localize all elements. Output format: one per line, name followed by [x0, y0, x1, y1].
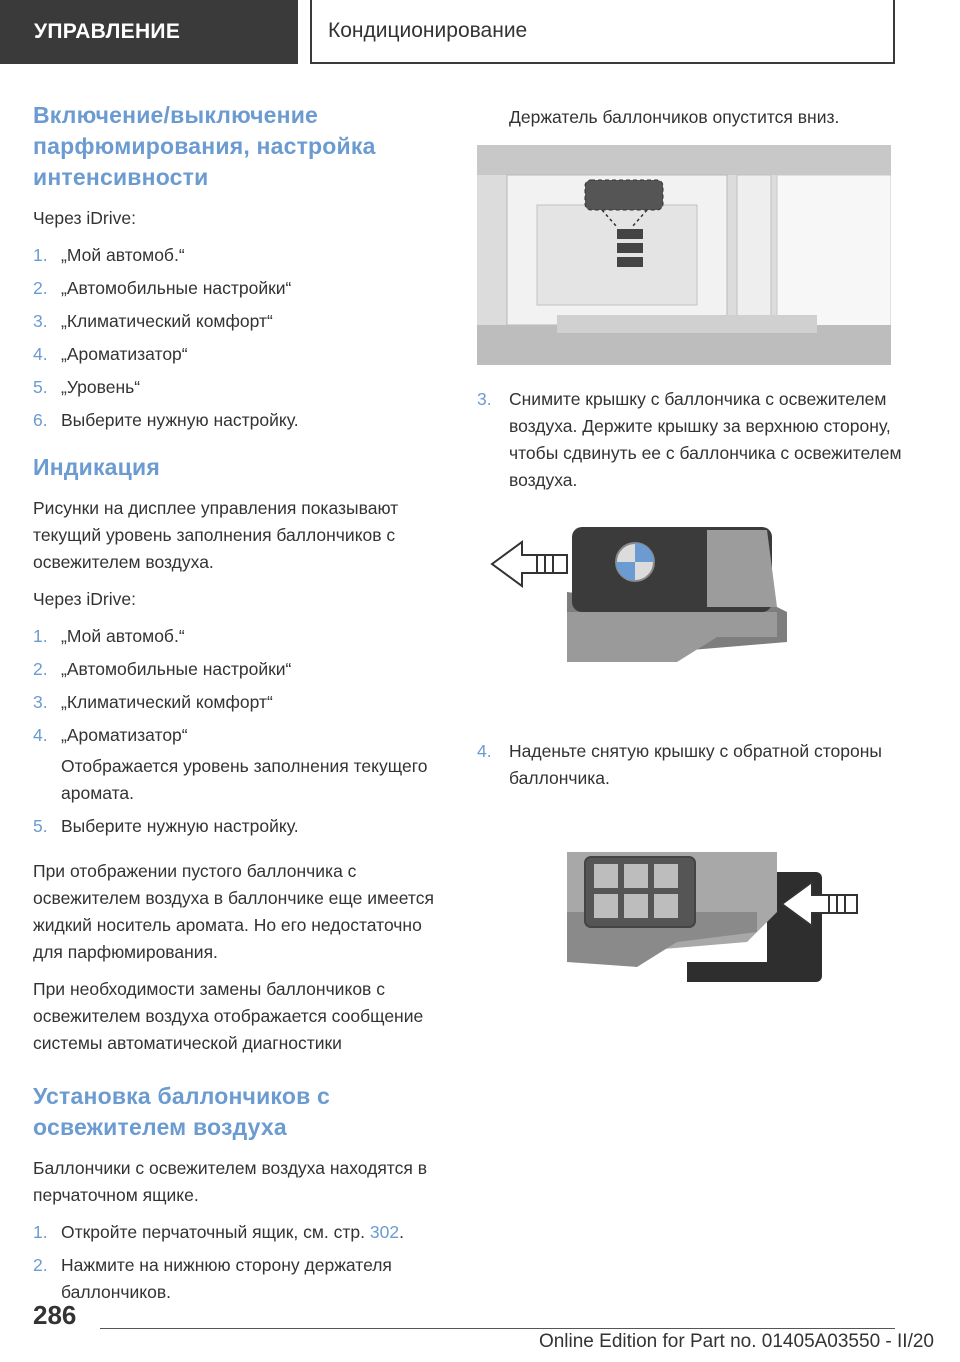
footer-divider: [100, 1328, 895, 1329]
paragraph-empty-cartridge: При отображении пустого баллончика с освежителем воздуха в баллончике еще имеется жидкий носитель аромата. Но его недостаточно для парфюмирования.: [33, 861, 434, 962]
list-item: 5. Выберите нужную настройку.: [33, 816, 299, 836]
page-number: 286: [33, 1300, 77, 1330]
edition-note: Online Edition for Part no. 01405A03550 - II/20: [538, 1331, 934, 1352]
list-item: 4. Наденьте снятую крышку с обратной стороны баллончика.: [477, 741, 882, 788]
steps-list-right-2: [477, 738, 922, 792]
list-item: 2. „Автомобильные настройки“: [33, 659, 292, 679]
list-item: 4. „Ароматизатор“ Отображается уровень заполнения текущего аромата.: [33, 725, 428, 803]
heading-install: Установка баллончиков с освежителем воздуха: [33, 1083, 331, 1140]
list-item: 1. „Мой автомоб.“: [33, 626, 185, 646]
list-item: 3. Снимите крышку с баллончика с освежителем воздуха. Держите крышку за верхнюю сторону, чтобы сдвинуть ее с баллончика с освежителем воздуха.: [477, 389, 902, 490]
steps-list-1: [33, 242, 448, 434]
right-column: [477, 104, 922, 1038]
paragraph-indication: Рисунки на дисплее управления показывают текущий уровень заполнения баллончиков с освежителем воздуха.: [33, 498, 399, 572]
cap-removal-illustration: [477, 512, 922, 722]
paragraph-idrive: Через iDrive:: [33, 208, 136, 228]
list-item: 5. „Уровень“: [33, 377, 141, 397]
paragraph-replace-message: При необходимости замены баллончиков с освежителем воздуха отображается сообщение системы автоматической диагностики: [33, 979, 424, 1053]
list-item: 4. „Ароматизатор“: [33, 344, 188, 364]
list-item: 2. Нажмите на нижнюю сторону держателя баллончиков.: [33, 1255, 392, 1302]
list-item: 3. „Климатический комфорт“: [33, 311, 273, 331]
glovebox-image: [477, 145, 891, 365]
cap-refit-illustration: [477, 832, 922, 1022]
page-link[interactable]: 302: [369, 1222, 400, 1242]
page-header: [0, 0, 960, 66]
chapter-title: Кондиционирование: [310, 0, 895, 64]
list-item: 2. „Автомобильные настройки“: [33, 278, 292, 298]
steps-list-right-1: [477, 386, 922, 494]
steps-list-2: [33, 623, 448, 840]
heading-indication: Индикация: [33, 454, 160, 480]
list-item: 3. „Климатический комфорт“: [33, 692, 273, 712]
heading-aroma-toggle: Включение/выключение парфюмирования, настройка интенсивности: [33, 102, 376, 190]
section-tab: УПРАВЛЕНИЕ: [0, 0, 298, 64]
paragraph-location: Баллончики с освежителем воздуха находятся в перчаточном ящике.: [33, 1158, 428, 1205]
left-column: [33, 100, 448, 1324]
list-item: 1. „Мой автомоб.“: [33, 245, 185, 265]
list-item: 1. Откройте перчаточный ящик, см. стр. 302.: [33, 1222, 404, 1242]
paragraph-holder-down: Держатель баллончиков опустится вниз.: [509, 107, 840, 127]
cartridge-refit-image: [477, 832, 922, 1022]
glovebox-photo: [477, 145, 922, 370]
steps-list-3: [33, 1219, 448, 1306]
paragraph-idrive-2: Через iDrive:: [33, 589, 136, 609]
list-item: 6. Выберите нужную настройку.: [33, 410, 299, 430]
cartridge-cap-image: [477, 512, 922, 722]
